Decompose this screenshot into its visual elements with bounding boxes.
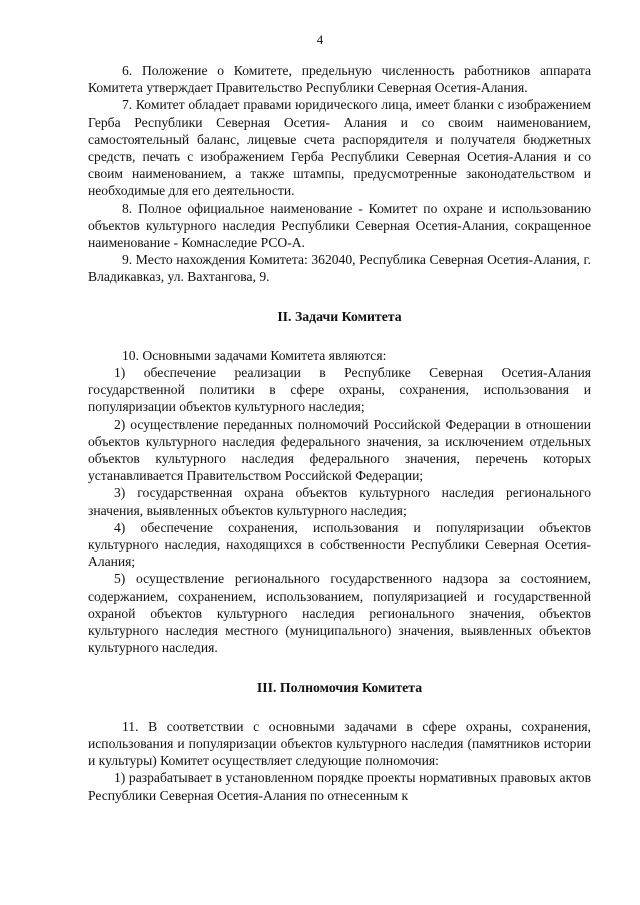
task-item-1: 1) обеспечение реализации в Республике Северная Осетия-Алания государственной политики в сфере охраны, сохранения, использования и популяризации объектов культурного наследия; xyxy=(88,365,591,415)
page-number: 4 xyxy=(316,32,324,47)
paragraph-6: 6. Положение о Комитете, предельную численность работников аппарата Комитета утверждает Правительство Республики Северная Осетия-Алания. xyxy=(88,63,591,96)
task-item-4: 4) обеспечение сохранения, использования и популяризации объектов культурного наследия, находящихся в собственности Республики Северная Осетия-Алания; xyxy=(88,519,591,570)
task-item-5: 5) осуществление регионального государственного надзора за состоянием, содержанием, сохранением, использованием, популяризацией и государственной охраной объектов культурного наследия регионального значения, объектов культурного наследия местного (муниципального) значения, выявленных объектов культурного наследия. xyxy=(88,571,591,656)
paragraph-9: 9. Место нахождения Комитета: 362040, Республика Северная Осетия-Алания, г. Владикавказ, ул. Вахтангова, 9. xyxy=(88,252,591,285)
document-body xyxy=(88,62,591,804)
section-2-heading: II. Задачи Комитета xyxy=(277,308,402,324)
paragraph-8: 8. Полное официальное наименование - Комитет по охране и использованию объектов культурного наследия Республики Северная Осетия-Алания, сокращенное наименование - Комнаследие РСО-А. xyxy=(88,200,591,251)
power-item-1: 1) разрабатывает в установленном порядке проекты нормативных правовых актов Республики Северная Осетия-Алания по отнесенным к xyxy=(88,770,591,803)
section-3-heading: III. Полномочия Комитета xyxy=(256,679,423,695)
task-item-3: 3) государственная охрана объектов культурного наследия регионального значения, выявленных объектов культурного наследия; xyxy=(88,485,591,518)
paragraph-7: 7. Комитет обладает правами юридического лица, имеет бланки с изображением Герба Республики Северная Осетия- Алания и со своим наименованием, самостоятельный баланс, лицевые счета распорядителя и получателя бюджетных средств, печать с изображением Герба Республики Северная Осетия-Алания и со своим наименованием, а также штампы, предусмотренные законодательством и необходимые для его деятельности. xyxy=(88,97,591,199)
paragraph-11: 11. В соответствии с основными задачами в сфере охраны, сохранения, использования и популяризации объектов культурного наследия (памятников истории и культуры) Комитет осуществляет следующие полномочия: xyxy=(88,718,591,769)
paragraph-10: 10. Основными задачами Комитета являются: xyxy=(122,347,387,363)
task-item-2: 2) осуществление переданных полномочий Российской Федерации в отношении объектов культурного наследия федерального значения, за исключением отдельных объектов культурного наследия федерального значения, перечень которых устанавливается Правительством Российской Федерации; xyxy=(88,416,591,484)
